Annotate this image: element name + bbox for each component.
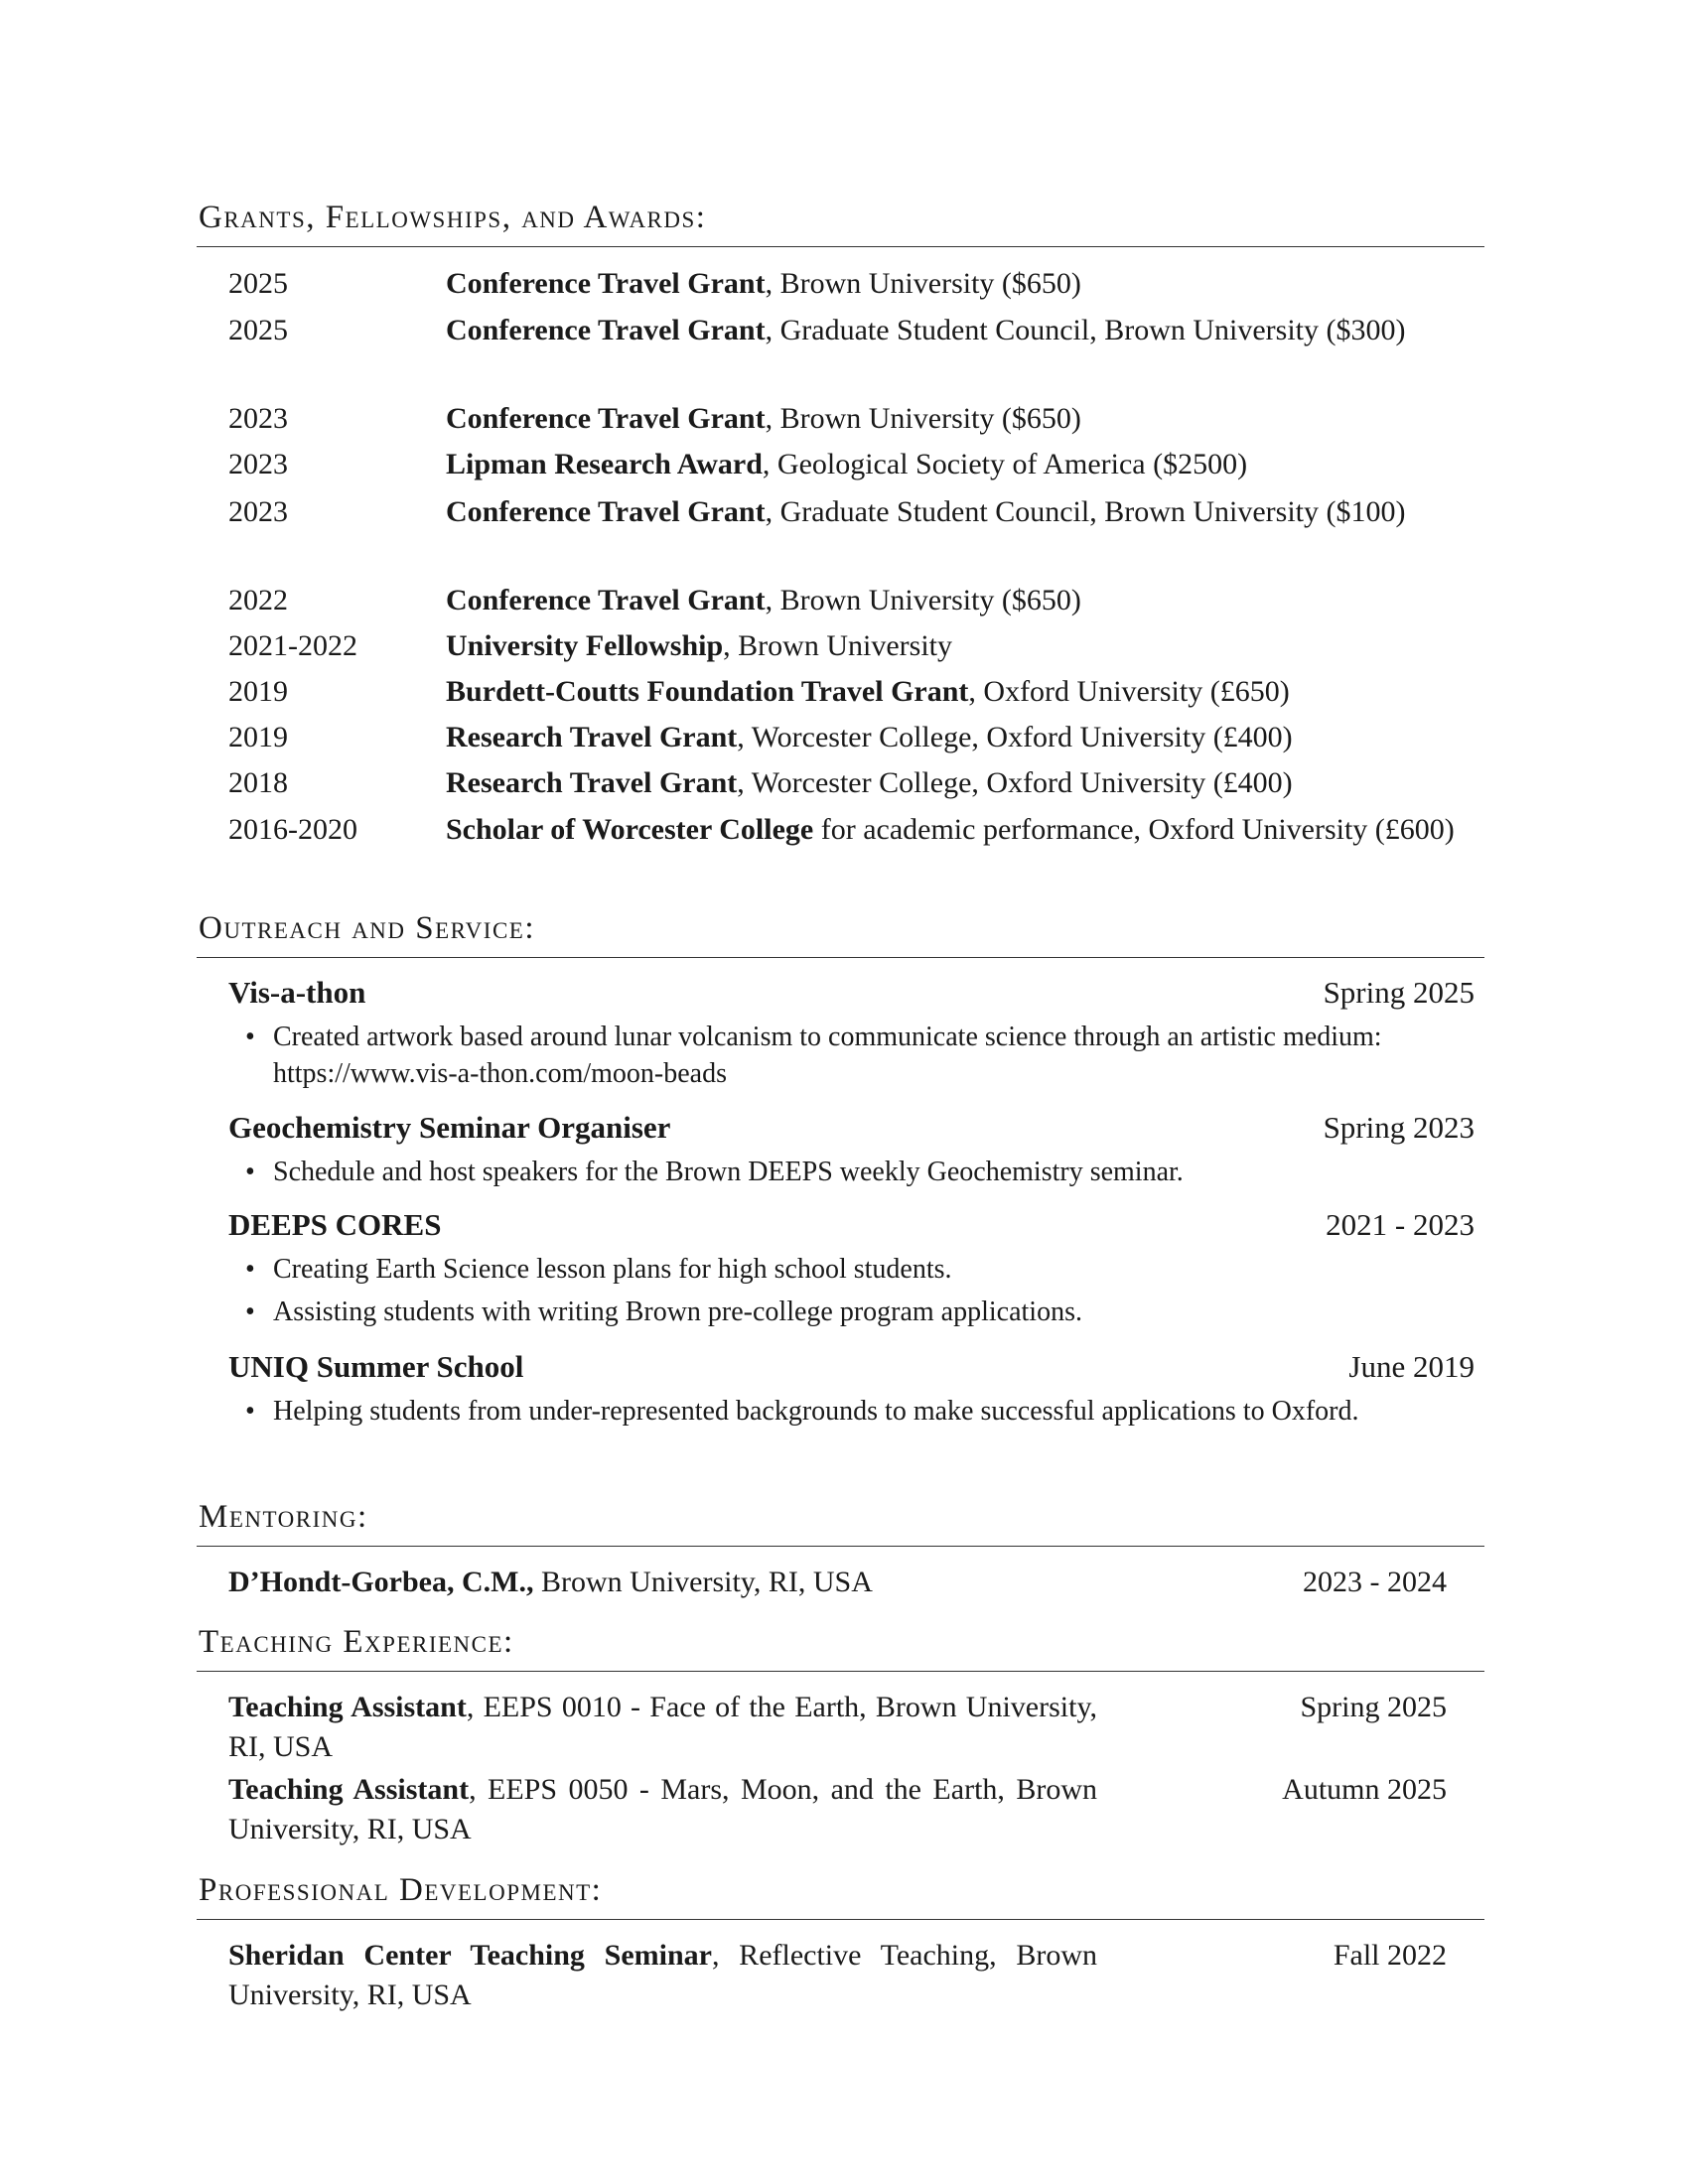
bullet-item: • Assisting students with writing Brown pre-college program applications. — [273, 1294, 1475, 1330]
teaching-detail: , EEPS 0010 - Face of the Earth, Brown University, RI, USA — [228, 1691, 1097, 1763]
award-detail: , Brown University ($650) — [765, 584, 1081, 616]
award-text — [446, 626, 1484, 666]
professional-title: Sheridan Center Teaching Seminar — [228, 1939, 712, 1972]
award-detail: , Worcester College, Oxford University (£400) — [737, 721, 1293, 753]
award-title: Conference Travel Grant — [446, 402, 766, 435]
mentee-detail: Brown University, RI, USA — [533, 1566, 873, 1598]
award-year: 2025 — [228, 314, 288, 346]
entry-title: Vis-a-thon — [228, 975, 366, 1010]
award-title: Conference Travel Grant — [446, 584, 766, 616]
award-text — [446, 311, 1484, 350]
award-title: University Fellowship — [446, 629, 724, 662]
award-text — [446, 399, 1484, 439]
award-year: 2023 — [228, 495, 288, 528]
award-detail: for academic performance, Oxford University (£600) — [813, 813, 1455, 846]
section-rule — [197, 1546, 1484, 1547]
entry-title: Geochemistry Seminar Organiser — [228, 1110, 671, 1145]
award-text — [446, 581, 1484, 620]
entry-date: 2023 - 2024 — [1303, 1566, 1447, 1598]
entry-date: June 2019 — [1348, 1349, 1475, 1384]
teaching-detail: , EEPS 0050 - Mars, Moon, and the Earth, Brown University, RI, USA — [228, 1773, 1098, 1845]
entry-title: DEEPS CORES — [228, 1207, 442, 1242]
award-title: Research Travel Grant — [446, 721, 738, 753]
entry-date: Spring 2025 — [1323, 975, 1475, 1010]
award-detail: , Brown University ($650) — [765, 402, 1081, 435]
teaching-title: Teaching Assistant — [228, 1691, 467, 1723]
mentee — [228, 1563, 873, 1602]
entry-date: Fall 2022 — [1333, 1939, 1447, 1972]
award-year: 2019 — [228, 675, 288, 708]
mentee-name: D’Hondt-Gorbea, C.M., — [228, 1566, 534, 1598]
award-title: Conference Travel Grant — [446, 495, 766, 528]
award-year: 2019 — [228, 721, 288, 753]
award-detail: , Oxford University (£650) — [968, 675, 1290, 708]
award-detail: , Brown University — [723, 629, 952, 662]
entry-title: UNIQ Summer School — [228, 1349, 524, 1384]
entry-date: Spring 2025 — [1300, 1691, 1447, 1723]
section-title-outreach: Outreach and Service: — [199, 910, 535, 946]
award-year: 2023 — [228, 448, 288, 480]
award-year: 2022 — [228, 584, 288, 616]
award-text — [446, 492, 1484, 532]
section-rule — [197, 1919, 1484, 1920]
section-rule — [197, 246, 1484, 247]
award-title: Scholar of Worcester College — [446, 813, 814, 846]
award-year: 2016-2020 — [228, 813, 357, 846]
bullet-item: • Creating Earth Science lesson plans for high school students. — [273, 1251, 1475, 1288]
award-text — [446, 763, 1484, 803]
bullet-item: • Created artwork based around lunar volcanism to communicate science through an artistic medium: https://www.vis-a-thon.com/moon-beads — [273, 1019, 1475, 1092]
award-text — [446, 264, 1484, 304]
teaching-text — [228, 1770, 1097, 1849]
teaching-text — [228, 1688, 1097, 1767]
professional-text — [228, 1936, 1097, 2015]
award-detail: , Graduate Student Council, Brown University ($300) — [765, 314, 1406, 346]
entry-date: Autumn 2025 — [1282, 1773, 1447, 1806]
award-title: Conference Travel Grant — [446, 267, 766, 300]
bullet-item: • Helping students from under-represented backgrounds to make successful applications to Oxford. — [273, 1393, 1475, 1430]
award-text — [446, 672, 1484, 712]
section-rule — [197, 957, 1484, 958]
award-year: 2025 — [228, 267, 288, 300]
section-title-mentoring: Mentoring: — [199, 1499, 368, 1535]
entry-date: Spring 2023 — [1323, 1110, 1475, 1145]
teaching-title: Teaching Assistant — [228, 1773, 470, 1806]
award-text — [446, 810, 1484, 850]
section-title-professional: Professional Development: — [199, 1872, 603, 1908]
award-title: Conference Travel Grant — [446, 314, 766, 346]
award-detail: , Worcester College, Oxford University (£400) — [737, 766, 1293, 799]
award-title: Burdett-Coutts Foundation Travel Grant — [446, 675, 969, 708]
bullet-item: • Schedule and host speakers for the Brown DEEPS weekly Geochemistry seminar. — [273, 1154, 1475, 1190]
award-detail: , Graduate Student Council, Brown University ($100) — [765, 495, 1406, 528]
section-title-grants: Grants, Fellowships, and Awards: — [199, 200, 707, 235]
award-text — [446, 718, 1484, 757]
section-rule — [197, 1671, 1484, 1672]
award-text — [446, 445, 1484, 484]
award-year: 2018 — [228, 766, 288, 799]
award-year: 2023 — [228, 402, 288, 435]
award-title: Lipman Research Award — [446, 448, 763, 480]
award-year: 2021-2022 — [228, 629, 357, 662]
award-detail: , Geological Society of America ($2500) — [762, 448, 1248, 480]
section-title-teaching: Teaching Experience: — [199, 1624, 514, 1660]
professional-detail: , Reflective Teaching, Brown University, RI, USA — [228, 1939, 1098, 2011]
award-title: Research Travel Grant — [446, 766, 738, 799]
entry-date: 2021 - 2023 — [1326, 1207, 1475, 1242]
award-detail: , Brown University ($650) — [765, 267, 1081, 300]
